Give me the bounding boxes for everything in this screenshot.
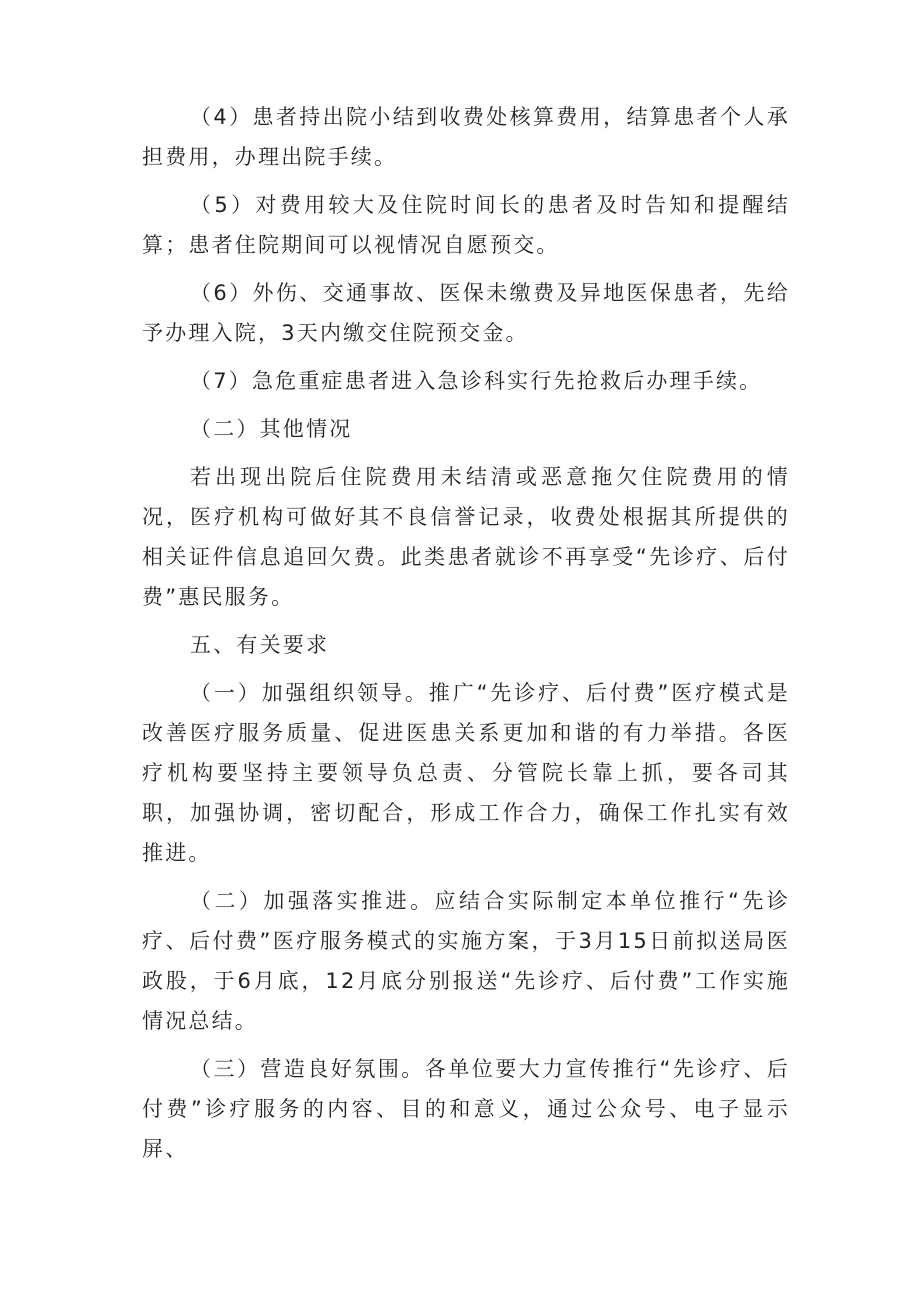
paragraph-implementation: （二）加强落实推进。应结合实际制定本单位推行“先诊疗、后付费”医疗服务模式的实施方案，于3月15日前拟送局医政股，于6月底，12月底分别报送“先诊疗、后付费”工作实施情况总结。 (142, 889, 790, 1033)
paragraph-discharge-settlement: （4）患者持出院小结到收费处核算费用，结算患者个人承担费用，办理出院手续。 (142, 105, 790, 169)
paragraph-unpaid-fees: 若出现出院后住院费用未结清或恶意拖欠住院费用的情况，医疗机构可做好其不良信誉记录，收费处根据其所提供的相关证件信息追回欠费。此类患者就诊不再享受“先诊疗、后付费”惠民服务。 (142, 465, 790, 609)
paragraph-atmosphere: （三）营造良好氛围。各单位要大力宣传推行“先诊疗、后付费”诊疗服务的内容、目的和意义，通过公众号、电子显示屏、 (142, 1057, 790, 1161)
section-heading-requirements: 五、有关要求 (190, 633, 330, 657)
paragraph-organization-leadership: （一）加强组织领导。推广“先诊疗、后付费”医疗模式是改善医疗服务质量、促进医患关系更加和谐的有力举措。各医疗机构要坚持主要领导负总责、分管院长靠上抓，要各司其职，加强协调，密切配合，形成工作合力，确保工作扎实有效推进。 (142, 681, 790, 865)
paragraph-emergency-rescue: （7）急危重症患者进入急诊科实行先抢救后办理手续。 (190, 369, 763, 393)
paragraph-trauma-admission: （6）外伤、交通事故、医保未缴费及异地医保患者，先给予办理入院，3天内缴交住院预交金。 (142, 281, 790, 345)
document-body (142, 97, 790, 1169)
paragraph-large-expense-reminder: （5）对费用较大及住院时间长的患者及时告知和提醒结算；患者住院期间可以视情况自愿预交。 (142, 193, 790, 257)
section-heading-other: （二）其他情况 (190, 417, 353, 441)
